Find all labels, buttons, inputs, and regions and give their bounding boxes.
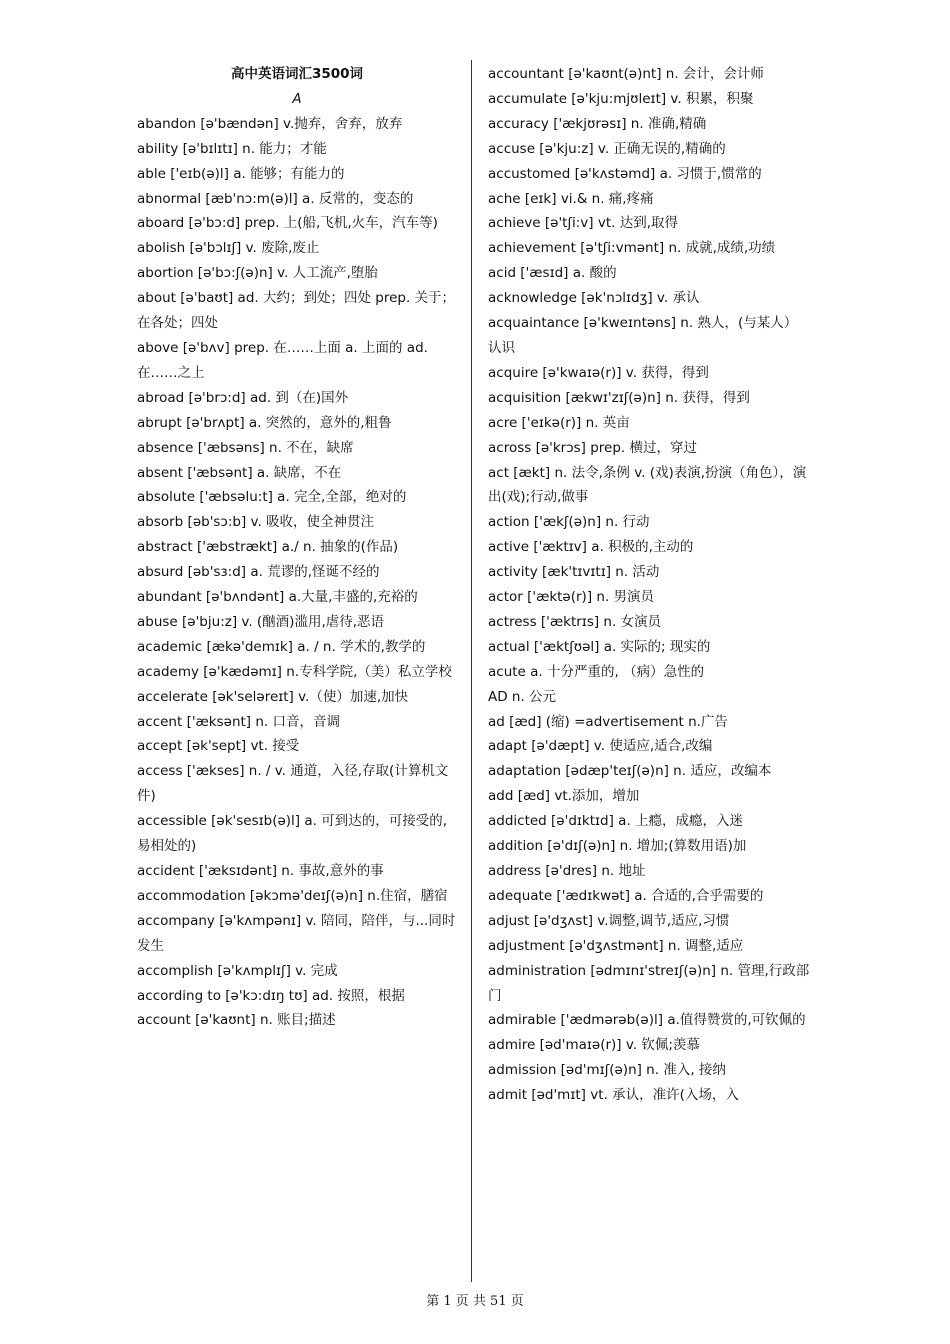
vocab-entry: administration [ədmɪnɪ'streɪʃ(ə)n] n. 管理,行政部门 <box>488 962 810 1004</box>
vocab-entry: acknowledge [ək'nɔlɪdʒ] v. 承认 <box>488 290 700 307</box>
vocab-entry: acquaintance [ə'kweɪntəns] n. 熟人，(与某人）认识 <box>488 315 798 356</box>
vocab-entry: adjust [ə'dʒʌst] v.调整,调节,适应,习惯 <box>488 912 730 929</box>
vocab-entry: ability [ə'bɪlɪtɪ] n. 能力；才能 <box>137 140 327 157</box>
vocab-entry: act [ækt] n. 法令,条例 v. (戏)表演,扮演（角色），演出(戏);行动,做事 <box>488 464 807 506</box>
vocab-entry: access ['ækses] n. / v. 通道，入径,存取(计算机文件) <box>137 763 449 805</box>
vocab-entry: achievement [ə'tʃi:vmənt] n. 成就,成绩,功绩 <box>488 240 776 257</box>
vocab-entry: addition [ə'dɪʃ(ə)n] n. 增加;(算数用语)加 <box>488 838 747 855</box>
vocab-entry: accustomed [ə'kʌstəmd] a. 习惯于,惯常的 <box>488 165 762 182</box>
vocab-entry: absurd [əb'sɜ:d] a. 荒谬的,怪诞不经的 <box>137 564 380 581</box>
page-title: 高中英语词汇3500词 <box>230 66 364 82</box>
vocab-entry: accelerate [ək'seləreɪt] v.（使）加速,加快 <box>137 688 409 705</box>
vocab-entry: accept [ək'sept] vt. 接受 <box>137 738 300 755</box>
vocab-entry: accuracy ['ækjʊrəsɪ] n. 准确,精确 <box>488 115 707 132</box>
right-column <box>488 62 810 1108</box>
vocab-entry: accessible [ək'sesɪb(ə)l] a. 可到达的，可接受的,易相处的) <box>137 813 448 855</box>
vocab-entry: accent ['æksənt] n. 口音，音调 <box>137 713 341 730</box>
vocab-entry: active ['æktɪv] a. 积极的,主动的 <box>488 539 694 556</box>
vocab-entry: abortion [ə'bɔ:ʃ(ə)n] v. 人工流产,堕胎 <box>137 265 378 282</box>
vocab-entry: according to [ə'kɔ:dɪŋ tʊ] ad. 按照，根据 <box>137 987 405 1004</box>
vocab-entry: acid ['æsɪd] a. 酸的 <box>488 265 617 282</box>
left-entry-list <box>137 112 457 1034</box>
vocab-entry: abstract ['æbstrækt] a./ n. 抽象的(作品) <box>137 539 399 556</box>
vocab-entry: address [ə'dres] n. 地址 <box>488 863 646 879</box>
vocab-entry: accountant [ə'kaʊnt(ə)nt] n. 会计，会计师 <box>488 66 764 82</box>
vocab-entry: abuse [ə'bju:z] v. (酗酒)滥用,虐待,恶语 <box>137 613 385 630</box>
vocab-entry: able ['eɪb(ə)l] a. 能够；有能力的 <box>137 165 345 182</box>
column-divider <box>471 60 472 1282</box>
vocab-entry: abundant [ə'bʌndənt] a.大量,丰盛的,充裕的 <box>137 589 418 606</box>
vocab-entry: acquire [ə'kwaɪə(r)] v. 获得，得到 <box>488 364 709 381</box>
vocab-entry: abnormal [æb'nɔ:m(ə)l] a. 反常的，变态的 <box>137 190 414 207</box>
vocab-entry: abolish [ə'bɔlɪʃ] v. 废除,废止 <box>137 240 320 257</box>
vocab-entry: action ['ækʃ(ə)n] n. 行动 <box>488 514 650 531</box>
vocab-entry: abandon [ə'bændən] v.抛弃，舍弃，放弃 <box>137 115 403 132</box>
vocab-entry: abroad [ə'brɔ:d] ad. 到（在)国外 <box>137 389 349 406</box>
vocab-entry: acre ['eɪkə(r)] n. 英亩 <box>488 414 630 431</box>
vocab-entry: above [ə'bʌv] prep. 在……上面 a. 上面的 ad. 在……之上 <box>137 339 428 381</box>
vocab-entry: actor ['æktə(r)] n. 男演员 <box>488 589 655 606</box>
vocab-entry: ache [eɪk] vi.& n. 痛,疼痛 <box>488 190 654 207</box>
vocab-entry: account [ə'kaʊnt] n. 账目;描述 <box>137 1012 336 1029</box>
vocab-entry: achieve [ə'tʃi:v] vt. 达到,取得 <box>488 215 679 232</box>
vocab-entry: adjustment [ə'dʒʌstmənt] n. 调整,适应 <box>488 937 744 954</box>
vocab-entry: actress ['æktrɪs] n. 女演员 <box>488 613 662 630</box>
vocab-entry: accuse [ə'kju:z] v. 正确无误的,精确的 <box>488 140 726 157</box>
vocab-entry: ad [æd] (缩) =advertisement n.广告 <box>488 713 728 730</box>
page-footer: 第 1 页 共 51 页 <box>426 1294 524 1309</box>
vocab-entry: absorb [əb'sɔ:b] v. 吸收，使全神贯注 <box>137 514 375 531</box>
vocab-entry: accomplish [ə'kʌmplɪʃ] v. 完成 <box>137 962 338 979</box>
vocab-entry: add [æd] vt.添加，增加 <box>488 788 640 805</box>
vocab-entry: adaptation [ədæp'teɪʃ(ə)n] n. 适应，改编本 <box>488 763 772 780</box>
vocab-entry: accompany [ə'kʌmpənɪ] v. 陪同，陪伴，与...同时发生 <box>137 912 456 954</box>
vocab-entry: accommodation [əkɔmə'deɪʃ(ə)n] n.住宿，膳宿 <box>137 887 448 904</box>
vocab-entry: aboard [ə'bɔ:d] prep. 上(船,飞机,火车，汽车等) <box>137 215 438 232</box>
vocab-entry: abrupt [ə'brʌpt] a. 突然的，意外的,粗鲁 <box>137 414 392 431</box>
vocab-entry: admit [əd'mɪt] vt. 承认，准许(入场，入 <box>488 1087 739 1104</box>
left-column <box>137 62 457 1033</box>
vocab-entry: acute a. 十分严重的, （病）急性的 <box>488 663 705 680</box>
vocab-entry: adapt [ə'dæpt] v. 使适应,适合,改编 <box>488 738 713 755</box>
section-letter: A <box>292 90 302 107</box>
vocab-entry: admirable ['ædmərəb(ə)l] a.值得赞赏的,可钦佩的 <box>488 1012 806 1029</box>
vocab-entry: acquisition [ækwɪ'zɪʃ(ə)n] n. 获得，得到 <box>488 389 750 406</box>
vocab-entry: academy [ə'kædəmɪ] n.专科学院,（美）私立学校 <box>137 663 452 680</box>
vocab-entry: adequate ['ædɪkwət] a. 合适的,合乎需要的 <box>488 887 764 904</box>
vocab-entry: addicted [ə'dɪktɪd] a. 上瘾，成瘾，入迷 <box>488 813 744 830</box>
vocab-entry: absence ['æbsəns] n. 不在，缺席 <box>137 439 354 456</box>
vocab-entry: actual ['æktʃʊəl] a. 实际的; 现实的 <box>488 638 711 655</box>
right-entry-list <box>488 62 810 1108</box>
vocab-entry: academic [ækə'demɪk] a. / n. 学术的,教学的 <box>137 638 426 655</box>
vocab-entry: about [ə'baʊt] ad. 大约；到处；四处 prep. 关于；在各处；四处 <box>137 290 456 332</box>
vocab-entry: absolute ['æbsəlu:t] a. 完全,全部，绝对的 <box>137 489 407 506</box>
vocab-entry: activity [æk'tɪvɪtɪ] n. 活动 <box>488 564 660 581</box>
vocab-entry: accident ['æksɪdənt] n. 事故,意外的事 <box>137 863 384 879</box>
vocab-entry: accumulate [ə'kju:mjʊleɪt] v. 积累，积聚 <box>488 90 754 107</box>
vocab-entry: across [ə'krɔs] prep. 横过，穿过 <box>488 439 698 456</box>
vocab-entry: admission [əd'mɪʃ(ə)n] n. 准入, 接纳 <box>488 1062 726 1079</box>
vocab-entry: admire [əd'maɪə(r)] v. 钦佩;羡慕 <box>488 1037 700 1054</box>
vocab-entry: absent ['æbsənt] a. 缺席，不在 <box>137 464 342 481</box>
vocab-entry: AD n. 公元 <box>488 688 557 705</box>
